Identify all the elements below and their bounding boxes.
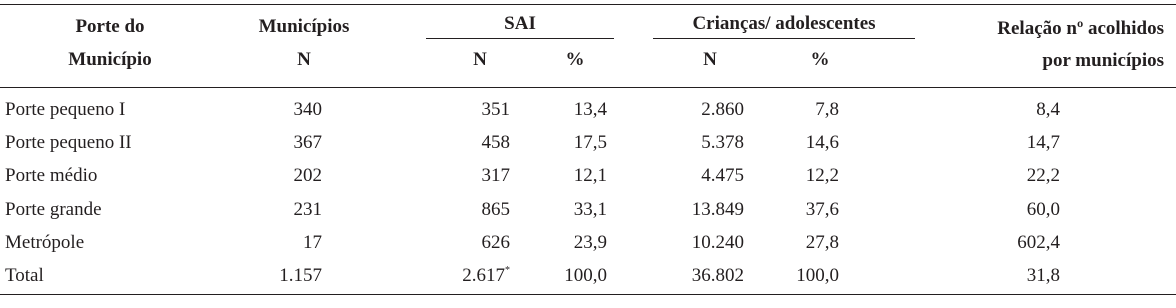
row-municipios: 1.157 [279, 265, 322, 286]
bottom-rule [0, 294, 1176, 295]
row-sai-n: 458 [481, 132, 510, 153]
header-cri-pct: % [810, 49, 830, 70]
row-cri-n: 36.802 [691, 265, 744, 286]
footnote-marker: * [505, 265, 510, 276]
row-cri-pct: 14,6 [805, 132, 839, 153]
row-cri-n: 13.849 [691, 199, 744, 220]
header-sai: SAI [504, 13, 536, 34]
row-municipios: 367 [293, 132, 322, 153]
row-relacao: 602,4 [1017, 232, 1060, 253]
row-relacao: 22,2 [1026, 165, 1060, 186]
header-porte-line2: Município [68, 49, 152, 70]
row-porte: Porte pequeno I [5, 99, 126, 120]
row-porte: Total [5, 265, 44, 286]
header-porte-line1: Porte do [75, 16, 145, 37]
row-cri-pct: 7,8 [815, 99, 839, 120]
header-criancas: Crianças/ adolescentes [692, 13, 876, 34]
row-sai-n-value: 2.617 [462, 265, 505, 286]
row-cri-pct: 100,0 [796, 265, 839, 286]
row-cri-pct: 12,2 [805, 165, 839, 186]
row-municipios: 17 [303, 232, 322, 253]
row-relacao: 60,0 [1026, 199, 1060, 220]
row-sai-pct: 12,1 [573, 165, 607, 186]
header-relacao-line1: Relação nº acolhidos [997, 18, 1164, 39]
row-relacao: 31,8 [1026, 265, 1060, 286]
row-sai-n: 865 [481, 199, 510, 220]
top-rule [0, 4, 1176, 5]
row-sai-pct: 13,4 [573, 99, 607, 120]
row-municipios: 340 [293, 99, 322, 120]
row-porte: Porte médio [5, 165, 98, 186]
header-municipios-n: N [297, 49, 311, 70]
row-sai-n: 317 [481, 165, 510, 186]
row-cri-n: 2.860 [701, 99, 744, 120]
row-cri-n: 4.475 [701, 165, 744, 186]
criancas-group-rule [653, 38, 915, 39]
row-porte: Porte grande [5, 199, 102, 220]
row-sai-n: 626 [481, 232, 510, 253]
header-relacao-line2: por municípios [1042, 50, 1164, 71]
header-cri-n: N [703, 49, 717, 70]
row-relacao: 14,7 [1026, 132, 1060, 153]
row-municipios: 231 [293, 199, 322, 220]
row-sai-n: 351 [481, 99, 510, 120]
row-porte: Metrópole [5, 232, 85, 253]
row-relacao: 8,4 [1036, 99, 1060, 120]
row-cri-pct: 27,8 [805, 232, 839, 253]
row-sai-pct: 23,9 [573, 232, 607, 253]
sai-group-rule [426, 38, 614, 39]
row-cri-n: 5.378 [701, 132, 744, 153]
row-sai-pct: 100,0 [564, 265, 607, 286]
row-sai-pct: 17,5 [573, 132, 607, 153]
header-sai-n: N [473, 49, 487, 70]
row-sai-pct: 33,1 [573, 199, 607, 220]
row-municipios: 202 [293, 165, 322, 186]
row-cri-pct: 37,6 [805, 199, 839, 220]
header-bottom-rule [0, 87, 1176, 88]
row-sai-n [420, 266, 510, 285]
header-municipios: Municípios [258, 16, 350, 37]
row-cri-n: 10.240 [691, 232, 744, 253]
header-sai-pct: % [565, 49, 585, 70]
row-porte: Porte pequeno II [5, 132, 132, 153]
